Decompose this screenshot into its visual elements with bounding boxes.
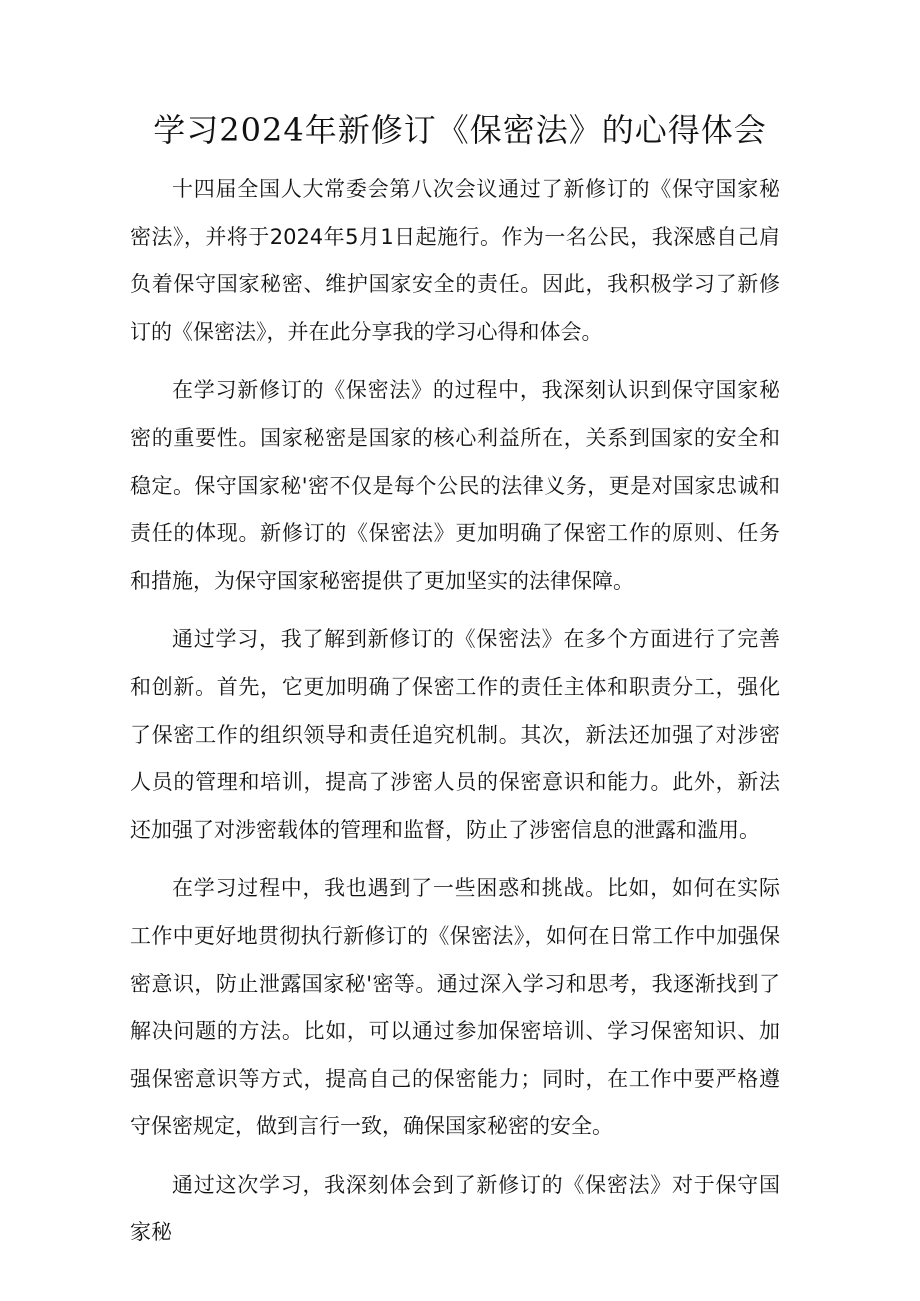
document-title: 学习2024年新修订《保密法》的心得体会 <box>153 111 767 149</box>
paragraph-1: 十四届全国人大常委会第八次会议通过了新修订的《保守国家秘密法》，并将于2024年5月1日起施行。作为一名公民，我深感自己肩负着保守国家秘密、维护国家安全的责任。因此，我积极学习了新修订的《保密法》，并在此分享我的学习心得和体会。 <box>130 177 780 344</box>
paragraph-3: 通过学习，我了解到新修订的《保密法》在多个方面进行了完善和创新。首先，它更加明确了保密工作的责任主体和职责分工，强化了保密工作的组织领导和责任追究机制。其次，新法还加强了对涉密人员的管理和培训，提高了涉密人员的保密意识和能力。此外，新法还加强了对涉密载体的管理和监督，防止了涉密信息的泄露和滥用。 <box>130 627 780 842</box>
paragraph-2: 在学习新修订的《保密法》的过程中，我深刻认识到保守国家秘密的重要性。国家秘密是国家的核心利益所在，关系到国家的安全和稳定。保守国家秘'密不仅是每个公民的法律义务，更是对国家忠诚和责任的体现。新修订的《保密法》更加明确了保密工作的原则、任务和措施，为保守国家秘密提供了更加坚实的法律保障。 <box>130 378 780 593</box>
paragraph-4: 在学习过程中，我也遇到了一些困惑和挑战。比如，如何在实际工作中更好地贯彻执行新修订的《保密法》，如何在日常工作中加强保密意识，防止泄露国家秘'密等。通过深入学习和思考，我逐渐找到了解决问题的方法。比如，可以通过参加保密培训、学习保密知识、加强保密意识等方式，提高自己的保密能力；同时，在工作中要严格遵守保密规定，做到言行一致，确保国家秘密的安全。 <box>130 876 780 1139</box>
paragraph-5: 通过这次学习，我深刻体会到了新修订的《保密法》对于保守国家秘 <box>130 1172 780 1245</box>
document-body <box>130 166 780 1268</box>
